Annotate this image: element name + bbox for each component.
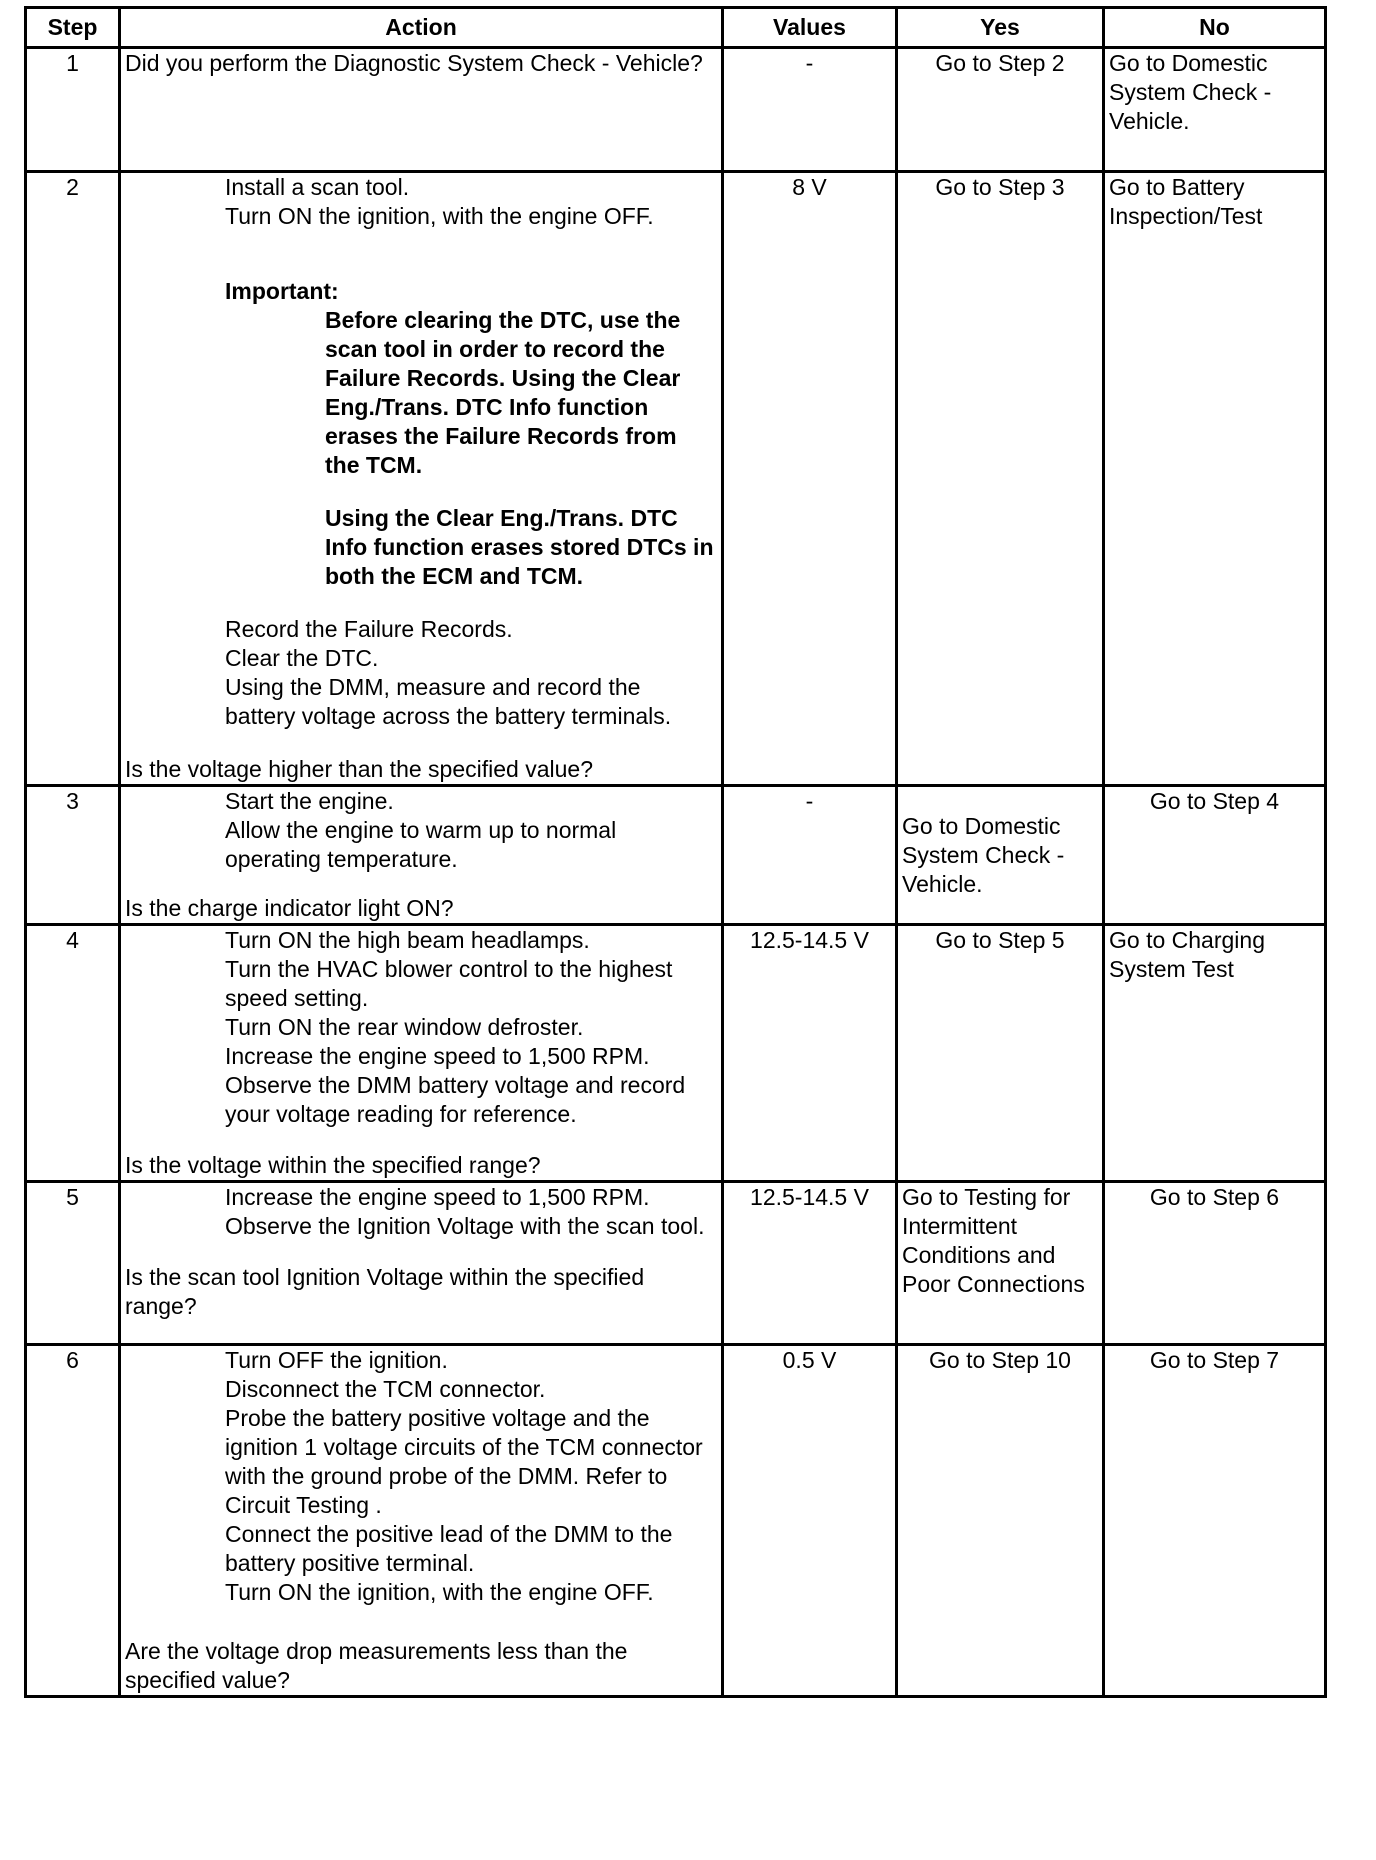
instruction-item: Record the Failure Records.	[225, 616, 513, 642]
yes-cell: Go to Domestic System Check - Vehicle.	[897, 786, 1104, 925]
instruction-list	[125, 787, 717, 874]
instruction-list	[125, 615, 717, 731]
instruction-item: Using the DMM, measure and record the battery voltage across the battery terminals.	[225, 674, 672, 729]
action-cell	[120, 925, 723, 1182]
instruction-list	[125, 1346, 717, 1607]
important-note: Before clearing the DTC, use the scan tool in order to record the Failure Records. Using the Clear Eng./Trans. DTC Info function erases the Failure Records from the TCM.	[325, 307, 681, 478]
header-values: Values	[723, 8, 897, 48]
instruction-item: Increase the engine speed to 1,500 RPM.	[225, 1184, 650, 1210]
value-cell: -	[723, 786, 897, 925]
value-cell: -	[723, 48, 897, 172]
yes-cell: Go to Testing for Intermittent Conditions and Poor Connections	[897, 1182, 1104, 1345]
important-label: Important:	[225, 278, 339, 304]
instruction-list	[125, 1183, 717, 1241]
yes-cell: Go to Step 5	[897, 925, 1104, 1182]
step-number: 4	[26, 925, 120, 1182]
question-text: Is the voltage within the specified range?	[125, 1152, 541, 1178]
header-action: Action	[120, 8, 723, 48]
step-number: 1	[26, 48, 120, 172]
question-text: Is the charge indicator light ON?	[125, 895, 454, 921]
instruction-item: Increase the engine speed to 1,500 RPM.	[225, 1043, 650, 1069]
action-cell	[120, 786, 723, 925]
instruction-item: Install a scan tool.	[225, 174, 410, 200]
diagnostic-table	[24, 6, 1327, 1698]
instruction-list	[125, 926, 717, 1129]
step-number: 6	[26, 1345, 120, 1697]
no-cell: Go to Battery Inspection/Test	[1104, 172, 1326, 786]
important-note: Using the Clear Eng./Trans. DTC Info function erases stored DTCs in both the ECM and TCM.	[325, 505, 714, 589]
no-cell: Go to Domestic System Check - Vehicle.	[1104, 48, 1326, 172]
header-yes: Yes	[897, 8, 1104, 48]
header-step: Step	[26, 8, 120, 48]
instruction-item: Observe the Ignition Voltage with the scan tool.	[225, 1213, 705, 1239]
header-no: No	[1104, 8, 1326, 48]
header-row	[26, 8, 1326, 48]
no-cell: Go to Step 7	[1104, 1345, 1326, 1697]
table-row	[26, 1182, 1326, 1345]
table-row	[26, 786, 1326, 925]
no-cell: Go to Step 4	[1104, 786, 1326, 925]
instruction-item: Turn ON the high beam headlamps.	[225, 927, 590, 953]
action-cell	[120, 1182, 723, 1345]
instruction-item: Turn ON the ignition, with the engine OFF.	[225, 1579, 654, 1605]
action-cell	[120, 1345, 723, 1697]
instruction-item: Probe the battery positive voltage and the ignition 1 voltage circuits of the TCM connector with the ground probe of the DMM. Refer to Circuit Testing .	[225, 1405, 703, 1518]
question-text: Did you perform the Diagnostic System Check - Vehicle?	[125, 50, 703, 76]
instruction-item: Turn ON the rear window defroster.	[225, 1014, 584, 1040]
instruction-item: Start the engine.	[225, 788, 394, 814]
yes-cell: Go to Step 2	[897, 48, 1104, 172]
question-text: Are the voltage drop measurements less than the specified value?	[125, 1638, 628, 1693]
instruction-list	[125, 173, 717, 231]
instruction-item: Turn the HVAC blower control to the highest speed setting.	[225, 956, 673, 1011]
no-cell: Go to Charging System Test	[1104, 925, 1326, 1182]
instruction-item: Connect the positive lead of the DMM to the battery positive terminal.	[225, 1521, 673, 1576]
value-cell: 0.5 V	[723, 1345, 897, 1697]
step-number: 3	[26, 786, 120, 925]
action-cell	[120, 172, 723, 786]
instruction-item: Disconnect the TCM connector.	[225, 1376, 546, 1402]
table-row	[26, 48, 1326, 172]
instruction-item: Allow the engine to warm up to normal operating temperature.	[225, 817, 617, 872]
action-cell	[120, 48, 723, 172]
yes-cell: Go to Step 3	[897, 172, 1104, 786]
table-row	[26, 1345, 1326, 1697]
instruction-item: Turn OFF the ignition.	[225, 1347, 448, 1373]
table-row	[26, 172, 1326, 786]
question-text: Is the voltage higher than the specified value?	[125, 756, 593, 782]
instruction-item: Observe the DMM battery voltage and record your voltage reading for reference.	[225, 1072, 686, 1127]
no-cell: Go to Step 6	[1104, 1182, 1326, 1345]
question-text: Is the scan tool Ignition Voltage within the specified range?	[125, 1264, 645, 1319]
value-cell: 8 V	[723, 172, 897, 786]
yes-cell: Go to Step 10	[897, 1345, 1104, 1697]
value-cell: 12.5-14.5 V	[723, 925, 897, 1182]
step-number: 5	[26, 1182, 120, 1345]
value-cell: 12.5-14.5 V	[723, 1182, 897, 1345]
table-row	[26, 925, 1326, 1182]
instruction-item: Clear the DTC.	[225, 645, 379, 671]
step-number: 2	[26, 172, 120, 786]
instruction-item: Turn ON the ignition, with the engine OFF.	[225, 203, 654, 229]
